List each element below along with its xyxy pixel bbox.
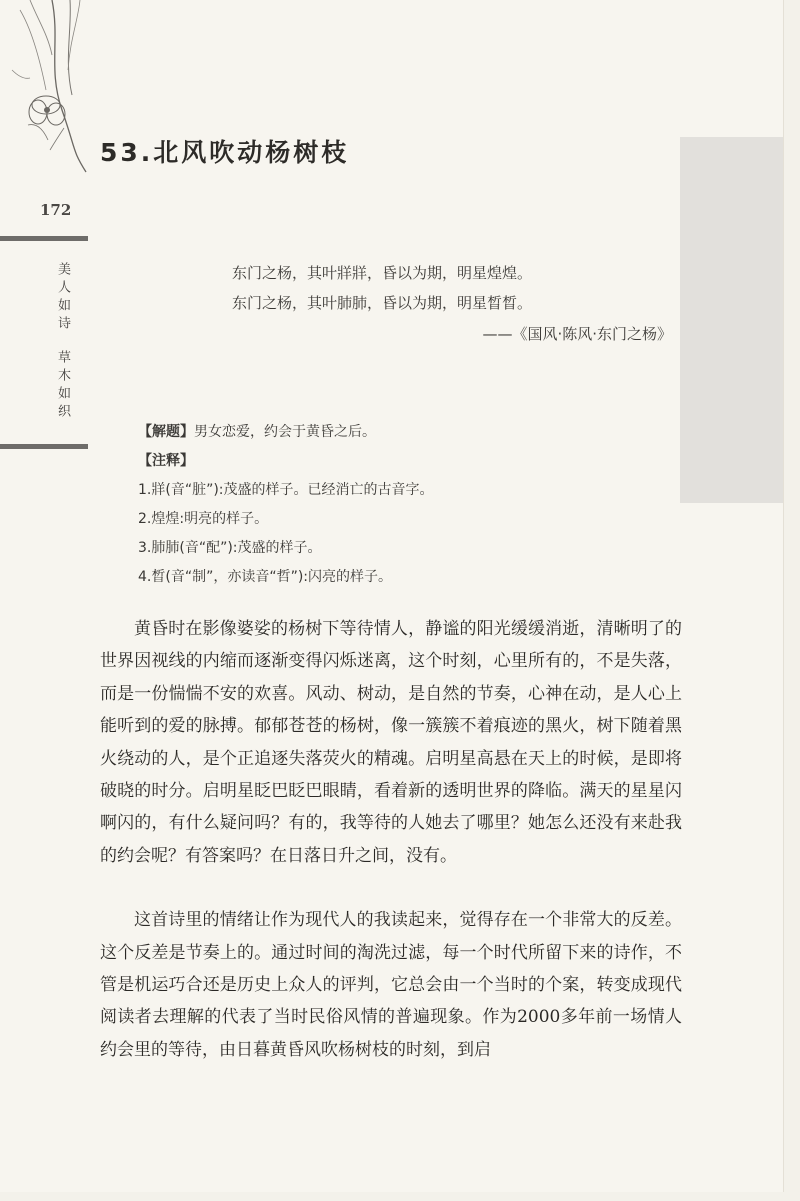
body-paragraph: 黄昏时在影像婆娑的杨树下等待情人，静谧的阳光缓缓消逝，清晰明了的世界因视线的内缩而逐渐变得闪烁迷离，这个时刻，心里所有的，不是失落，而是一份惴惴不安的欢喜。风动、树动，是自然的节奏，心神在动，是人心上能听到的爱的脉搏。郁郁苍苍的杨树，像一簇簇不着痕迹的黑火，树下随着黑火绕动的人，是个正追逐失落荧火的精魂。启明星高悬在天上的时候，是即将破晓的时分。启明星眨巴眨巴眼睛，看着新的透明世界的降临。满天的星星闪啊闪的，有什么疑问吗？有的，我等待的人她去了哪里？她怎么还没有来赴我的约会呢？有答案吗？在日落日升之间，没有。 (100, 619, 682, 866)
side-label-1: 美人如诗 (55, 262, 70, 334)
note-item: 4.晳(音“制”，亦读音“哲”):闪亮的样子。 (138, 569, 393, 585)
note-item: 1.牂(音“脏”):茂盛的样子。已经消亡的古音字。 (138, 482, 434, 498)
poem-line: 东门之杨，其叶肺肺，昏以为期，明星晳晳。 (232, 294, 533, 312)
margin-rule-bottom (0, 444, 88, 449)
side-label-2: 草木如织 (55, 350, 70, 422)
body-paragraph: 这首诗里的情绪让作为现代人的我读起来，觉得存在一个非常大的反差。这个反差是节奏上的。通过时间的淘洗过滤，每一个时代所留下来的诗作，不管是机运巧合还是历史上众人的评判，它总会由一个当时的个案，转变成现代阅读者去理解的代表了当时民俗风情的普遍现象。作为2000多年前一场情人约会里的等待，由日暮黄昏风吹杨树枝的时刻，到启 (100, 910, 682, 1060)
chapter-title: 53.北风吹动杨树枝 (100, 138, 350, 167)
poem-source: ——《国风·陈风·东门之杨》 (482, 325, 672, 343)
notes-block (138, 418, 658, 592)
jieti-heading: 【解题】 (138, 424, 194, 440)
page-number: 172 (40, 201, 72, 219)
jieti-row (138, 418, 658, 447)
poem-line: 东门之杨，其叶牂牂，昏以为期，明星煌煌。 (232, 264, 533, 282)
side-shade-panel (680, 137, 783, 503)
jieti-text: 男女恋爱，约会于黄昏之后。 (194, 424, 376, 440)
poem-block (232, 258, 672, 348)
note-item: 2.煌煌:明亮的样子。 (138, 511, 269, 527)
flower-vine-ornament (0, 0, 110, 175)
note-item: 3.肺肺(音“配”):茂盛的样子。 (138, 540, 322, 556)
margin-rule-top (0, 236, 88, 241)
body-text (100, 613, 682, 1098)
zhushi-heading: 【注释】 (138, 453, 194, 469)
